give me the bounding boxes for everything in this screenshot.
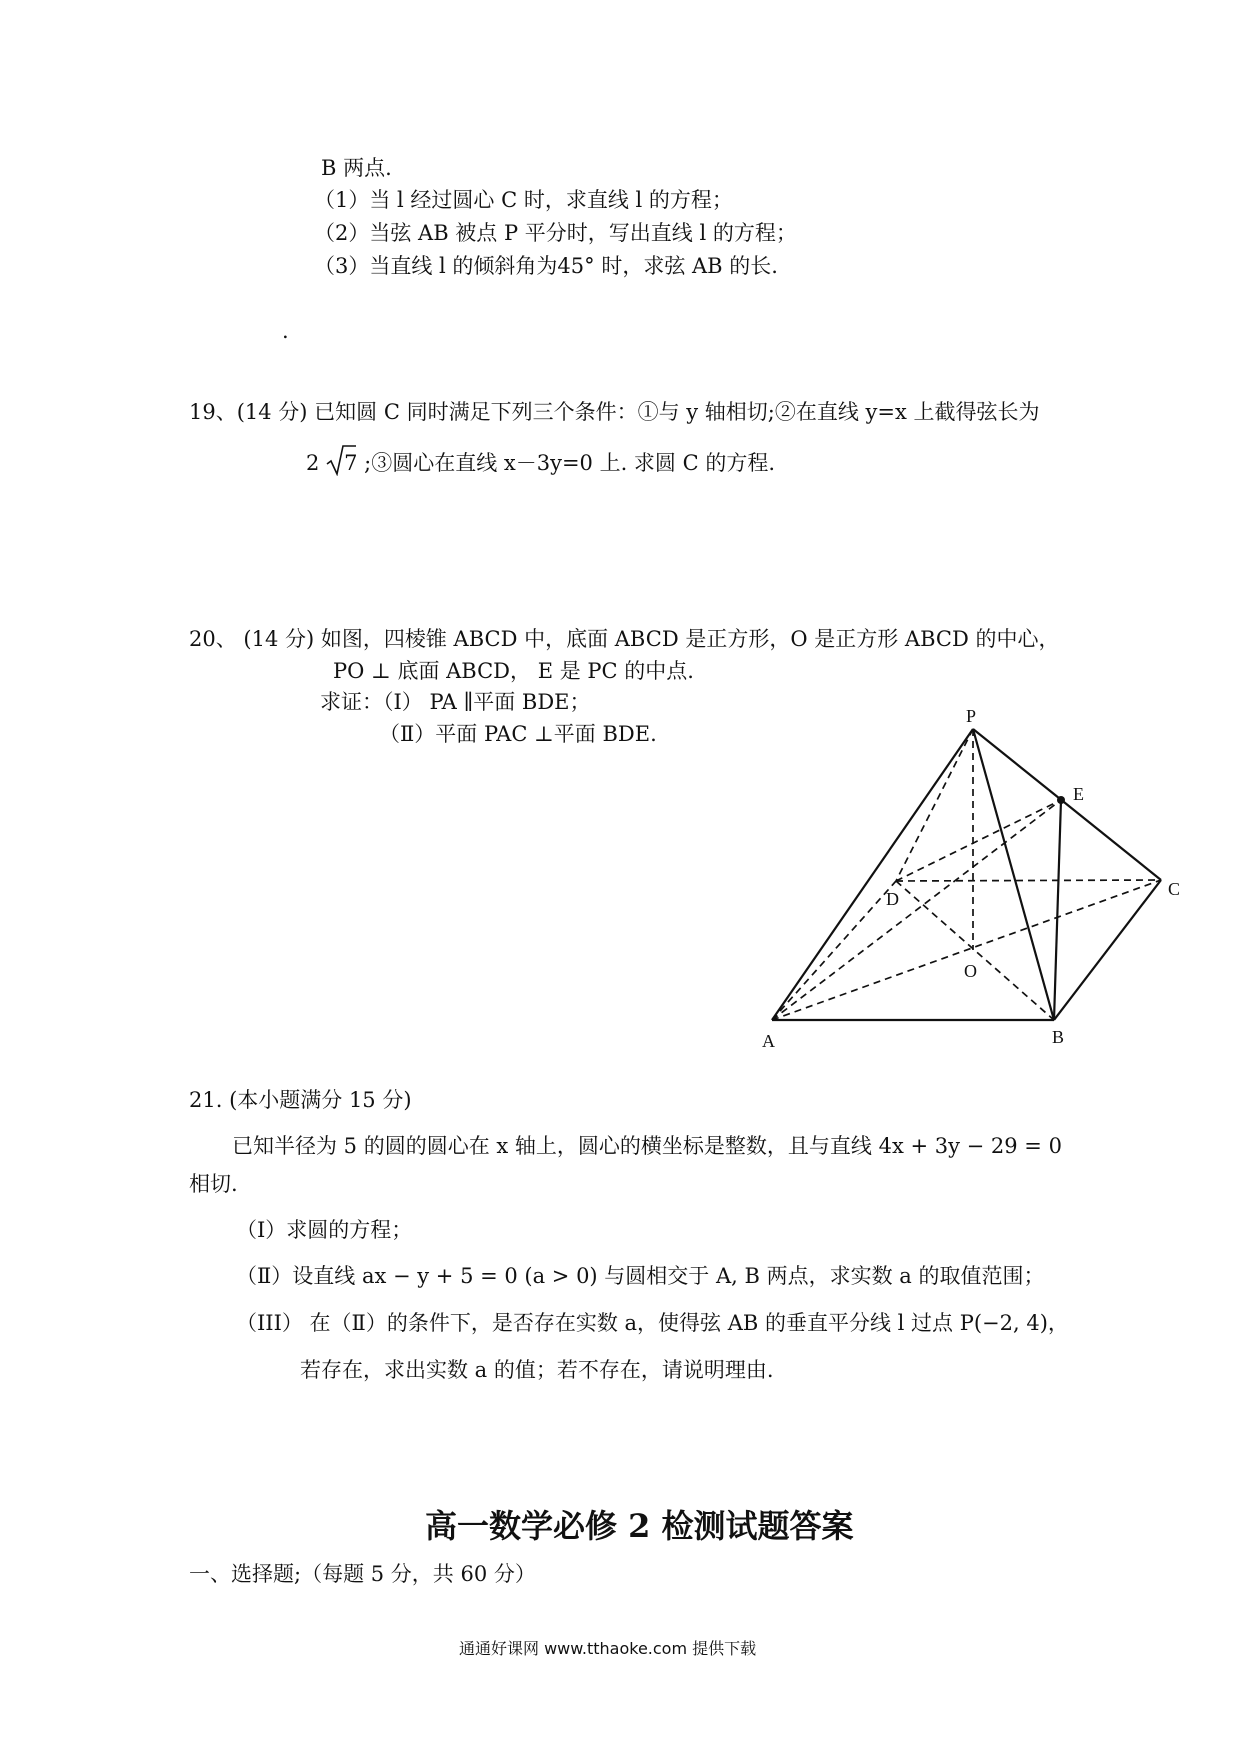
q20-line-3: 求证：（Ⅰ） PA ∥平面 BDE； — [320, 690, 591, 714]
label-e: E — [1073, 784, 1084, 804]
label-p: P — [966, 706, 977, 726]
q21-body: 已知半径为 5 的圆的圆心在 x 轴上，圆心的横坐标是整数，且与直线 4x + 3y − 29 = 0 — [232, 1134, 1062, 1158]
q21-part-2: （Ⅱ）设直线 ax − y + 5 = 0 (a > 0) 与圆相交于 A, B 两点，求实数 a 的取值范围； — [236, 1264, 1045, 1288]
q21-part-3-cont: 若存在，求出实数 a 的值；若不存在，请说明理由. — [300, 1358, 774, 1382]
q18-part-1: （1）当 l 经过圆心 C 时，求直线 l 的方程； — [314, 188, 733, 212]
q21-part-1: （Ⅰ）求圆的方程； — [236, 1218, 413, 1242]
q19-line-2 — [306, 450, 775, 476]
q19-sqrt-radicand: 7 — [344, 451, 358, 475]
label-d: D — [886, 889, 899, 909]
q21-head: 21. (本小题满分 15 分) — [189, 1088, 412, 1112]
q18-part-3: （3）当直线 l 的倾斜角为45° 时，求弦 AB 的长. — [314, 254, 778, 278]
q21-part-3: （III） 在（Ⅱ）的条件下，是否存在实数 a，使得弦 AB 的垂直平分线 l 过点 P(−2, 4)， — [236, 1311, 1069, 1335]
q19-sqrt-coef: 2 — [306, 451, 320, 475]
q20-head: 20、 (14 分) 如图，四棱锥 ABCD 中，底面 ABCD 是正方形，O 是正方形 ABCD 的中心， — [189, 627, 1060, 651]
label-a: A — [762, 1031, 775, 1051]
sqrt-sign-icon — [326, 444, 356, 476]
stray-dot: . — [282, 319, 289, 343]
q19-tail: ;③圆心在直线 x－3y=0 上. 求圆 C 的方程. — [364, 451, 776, 475]
q20-line-4: （Ⅱ）平面 PAC ⊥平面 BDE. — [379, 722, 657, 746]
q20-line-2: PO ⊥ 底面 ABCD， E 是 PC 的中点. — [333, 659, 694, 683]
q19-sqrt — [326, 450, 357, 476]
q19-head: 19、(14 分) 已知圆 C 同时满足下列三个条件：①与 y 轴相切;②在直线 y=x 上截得弦长为 — [189, 400, 1040, 424]
answers-title: 高一数学必修 2 检测试题答案 — [425, 1507, 854, 1545]
point-e-dot — [1057, 796, 1065, 804]
label-o: O — [964, 961, 977, 981]
answers-section-1: 一、选择题;（每题 5 分，共 60 分） — [189, 1562, 536, 1586]
q18-part-2: （2）当弦 AB 被点 P 平分时，写出直线 l 的方程； — [314, 221, 797, 245]
footer-credit: 通通好课网 www.tthaoke.com 提供下载 — [459, 1639, 757, 1658]
label-c: C — [1168, 879, 1181, 899]
q21-body-2: 相切. — [189, 1172, 238, 1196]
q18-continuation: B 两点. — [321, 156, 392, 180]
label-b: B — [1052, 1027, 1065, 1047]
pyramid-figure — [760, 690, 1200, 1060]
